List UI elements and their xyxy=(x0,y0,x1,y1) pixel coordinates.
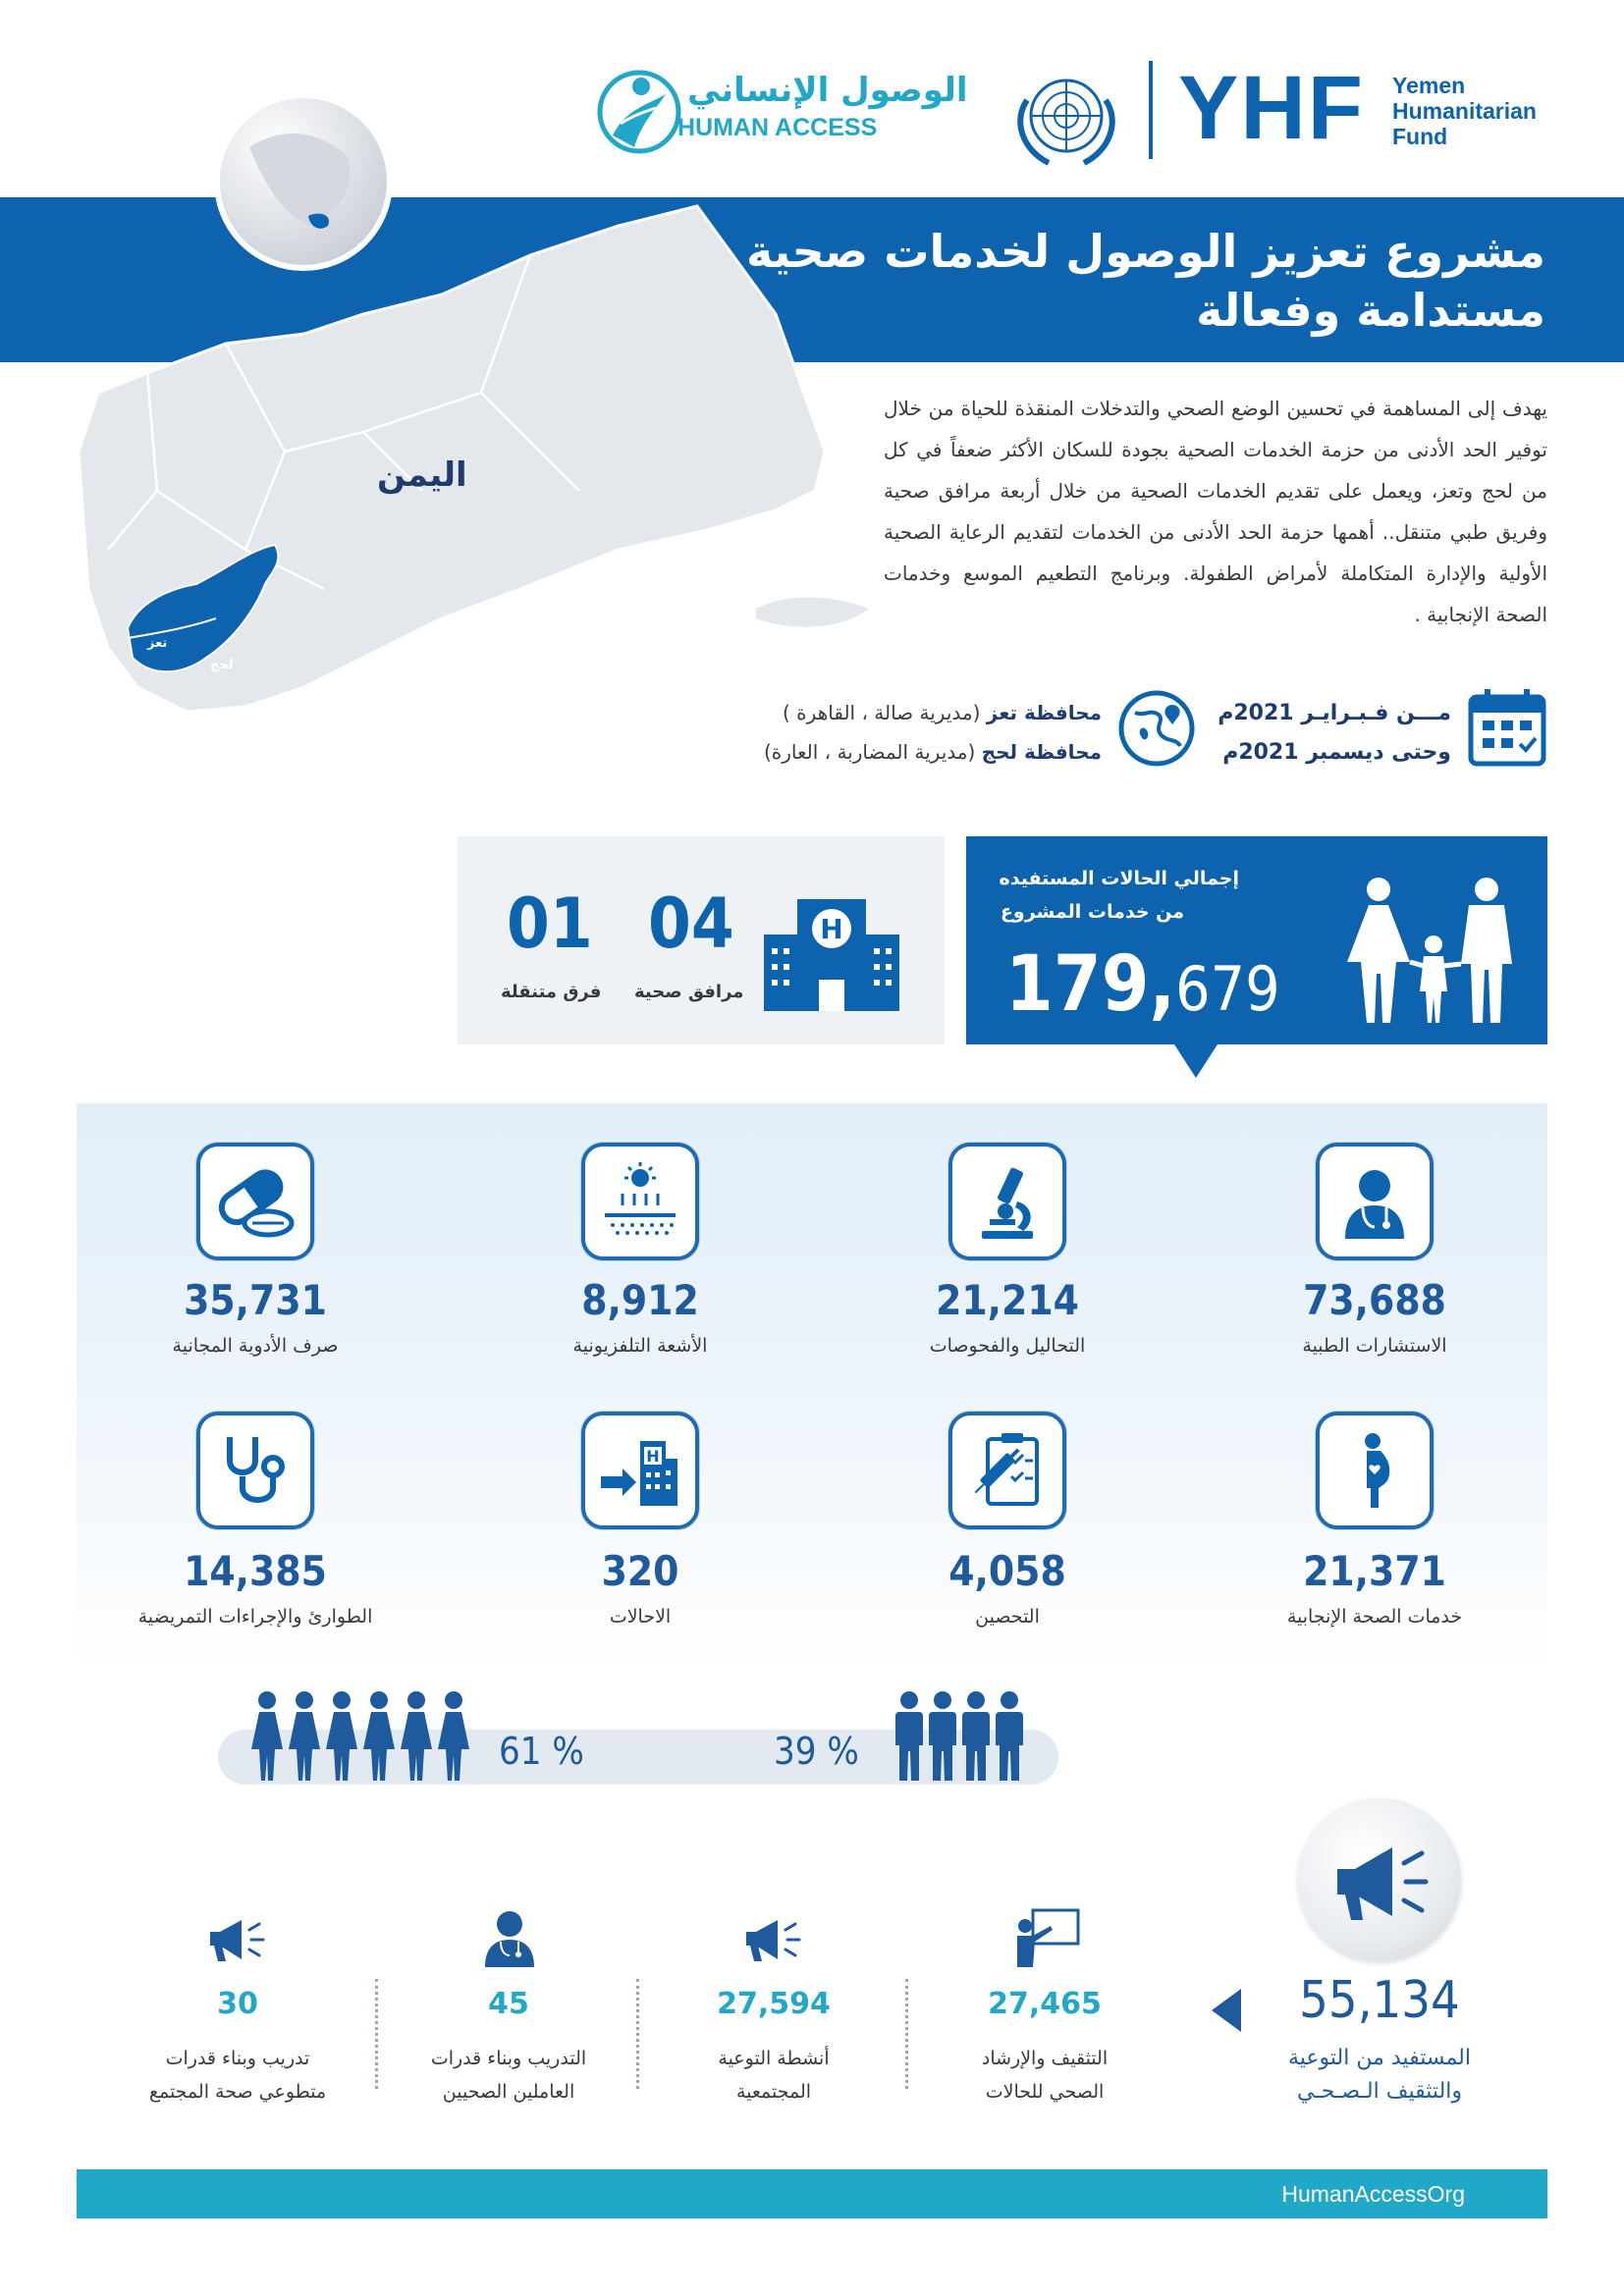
awareness-arrow-icon xyxy=(1212,1989,1241,2032)
awareness-label-education-2: الصحي للحالات xyxy=(985,2081,1105,2103)
awareness-label-health-workers-1: التدريب وبناء قدرات xyxy=(430,2048,587,2069)
totals-label-2: من خدمات المشروع xyxy=(1000,901,1184,923)
map-region-taiz: تعز xyxy=(147,636,168,651)
service-value-reproductive: 21,371 xyxy=(1303,1547,1446,1595)
hospital-icon xyxy=(762,895,901,1011)
un-emblem-icon xyxy=(1005,61,1127,171)
mobile-teams-number: 01 xyxy=(507,883,593,964)
svg-text:H: H xyxy=(646,1447,660,1466)
mobile-teams-label: فرق متنقلة xyxy=(501,982,602,1002)
footer-social-handle[interactable]: HumanAccessOrg xyxy=(1281,2181,1465,2207)
pills-icon xyxy=(196,1143,314,1260)
service-label-consultations: الاستشارات الطبية xyxy=(1302,1335,1447,1357)
male-percentage: % 39 xyxy=(774,1730,859,1773)
vaccine-icon xyxy=(948,1412,1066,1529)
awareness-divider xyxy=(636,1979,639,2089)
location-lahj xyxy=(764,740,1102,764)
awareness-label-volunteers-1: تدريب وبناء قدرات xyxy=(165,2048,310,2069)
totals-pointer xyxy=(1174,1044,1218,1078)
yhf-divider xyxy=(1149,61,1153,159)
microscope-icon xyxy=(948,1143,1066,1260)
awareness-label-education-1: التثقيف والإرشاد xyxy=(981,2048,1109,2069)
location-globe-icon xyxy=(1115,687,1198,770)
intro-paragraph: يهدف إلى المساهمة في تحسين الوضع الصحي والتدخلات المنقذة للحياة من خلال توفير الحد الأدنى من حزمة الخدمات الصحية بجودة للسكان الأكثر ضعفاً في كل من لحج وتعز، ويعمل على تقديم الخدمات الصحية من خلال أربعة مرافق صحية وفريق طبي متنقل.. أهمها حزمة الحد الأدنى من الخدمات لتقديم الرعاية الصحية الأولية والإدارة المتكاملة لأمراض الطفولة. وبرنامج التطعيم الموسع وخدمات الصحة الإنجابية . xyxy=(884,397,1547,626)
family-icon xyxy=(1339,876,1532,1023)
location-taiz-gov: محافظة تعز xyxy=(986,701,1102,724)
awareness-total: 55,134 xyxy=(1299,1971,1460,2030)
service-value-emergency: 14,385 xyxy=(184,1547,327,1595)
awareness-megaphone-badge xyxy=(1298,1798,1461,1961)
human-access-name-ar: الوصول الإنساني xyxy=(687,71,968,110)
svg-text:H: H xyxy=(820,913,843,945)
yhf-line-3: Fund xyxy=(1392,124,1448,149)
awareness-label-health-workers-2: العاملين الصحيين xyxy=(442,2081,575,2103)
service-label-immunization: التحصين xyxy=(975,1606,1040,1628)
globe-icon xyxy=(210,88,397,275)
yhf-full-name xyxy=(1392,73,1537,149)
stethoscope-icon xyxy=(196,1412,314,1529)
ultrasound-icon xyxy=(581,1143,699,1260)
yhf-logo-text: YHF xyxy=(1178,58,1365,158)
service-value-ultrasound: 8,912 xyxy=(581,1276,699,1324)
service-label-medicines: صرف الأدوية المجانية xyxy=(172,1335,339,1357)
health-worker-icon xyxy=(475,1908,544,1967)
calendar-icon xyxy=(1467,687,1547,768)
teacher-icon xyxy=(1011,1908,1080,1967)
megaphone-icon xyxy=(204,1908,273,1967)
location-lahj-districts: (مديرية المضاربة ، العارة) xyxy=(763,740,976,764)
awareness-divider xyxy=(375,1979,378,2089)
page-title: مشروع تعزيز الوصول لخدمات صحية مستدامة وفعالة xyxy=(745,225,1545,337)
service-value-consultations: 73,688 xyxy=(1303,1276,1446,1324)
male-group-icon xyxy=(895,1690,1027,1781)
awareness-value-health-workers: 45 xyxy=(488,1987,529,2021)
awareness-divider xyxy=(905,1979,908,2089)
service-value-lab-tests: 21,214 xyxy=(936,1276,1079,1324)
service-value-referrals: 320 xyxy=(601,1547,679,1595)
female-group-icon xyxy=(251,1690,479,1781)
totals-value xyxy=(1005,940,1280,1029)
megaphone-icon xyxy=(1298,1798,1461,1961)
awareness-label-education xyxy=(927,2042,1163,2109)
awareness-total-label-2: والتثقيف الـصـحـي xyxy=(1296,2079,1463,2104)
doctor-icon xyxy=(1316,1143,1434,1260)
human-access-name-en: HUMAN ACCESS xyxy=(677,114,878,141)
location-lahj-gov: محافظة لحج xyxy=(981,740,1102,764)
human-access-logo-icon xyxy=(595,61,683,163)
health-facilities-label: مرافق صحية xyxy=(634,982,744,1002)
health-facilities-number: 04 xyxy=(648,883,734,964)
map-region-lahj: لحج xyxy=(210,658,234,672)
awareness-label-community xyxy=(656,2042,892,2109)
yhf-line-1: Yemen xyxy=(1392,73,1466,98)
pregnant-icon xyxy=(1316,1412,1434,1529)
megaphone-icon xyxy=(740,1908,809,1967)
awareness-value-education: 27,465 xyxy=(988,1987,1102,2021)
yhf-line-2: Humanitarian xyxy=(1392,98,1537,124)
awareness-value-volunteers: 30 xyxy=(217,1987,258,2021)
service-value-medicines: 35,731 xyxy=(184,1276,327,1324)
totals-label-1: إجمالي الحالات المستفيده xyxy=(999,868,1239,889)
awareness-label-community-1: أنشطة التوعية xyxy=(718,2048,830,2069)
awareness-label-volunteers xyxy=(120,2042,355,2109)
service-label-reproductive: خدمات الصحة الإنجابية xyxy=(1286,1606,1463,1628)
awareness-label-community-2: المجتمعية xyxy=(735,2081,812,2103)
awareness-label-volunteers-2: متطوعي صحة المجتمع xyxy=(148,2081,327,2103)
awareness-label-health-workers xyxy=(391,2042,626,2109)
female-percentage: % 61 xyxy=(499,1730,584,1773)
location-taiz-districts: (مديرية صالة ، القاهرة ) xyxy=(783,701,981,724)
location-taiz xyxy=(783,701,1102,724)
service-label-lab-tests: التحاليل والفحوصات xyxy=(929,1335,1086,1357)
service-value-immunization: 4,058 xyxy=(948,1547,1066,1595)
awareness-value-community: 27,594 xyxy=(717,1987,831,2021)
human-access-logo xyxy=(595,61,683,163)
awareness-total-label-1: المستفيد من التوعية xyxy=(1287,2046,1471,2070)
referral-icon xyxy=(581,1412,699,1529)
period-to: وحتى ديسمبر 2021م xyxy=(1222,740,1451,765)
map-country-label: اليمن xyxy=(377,455,467,495)
service-label-emergency: الطوارئ والإجراءات التمريضية xyxy=(137,1606,373,1628)
service-label-ultrasound: الأشعة التلفزيونية xyxy=(572,1335,708,1357)
totals-value-thousands: 179, xyxy=(1005,940,1176,1029)
totals-value-units: 679 xyxy=(1175,953,1280,1025)
service-label-referrals: الاحالات xyxy=(609,1606,672,1628)
period-from: مـــن فـبـرايـر 2021م xyxy=(1218,701,1451,725)
